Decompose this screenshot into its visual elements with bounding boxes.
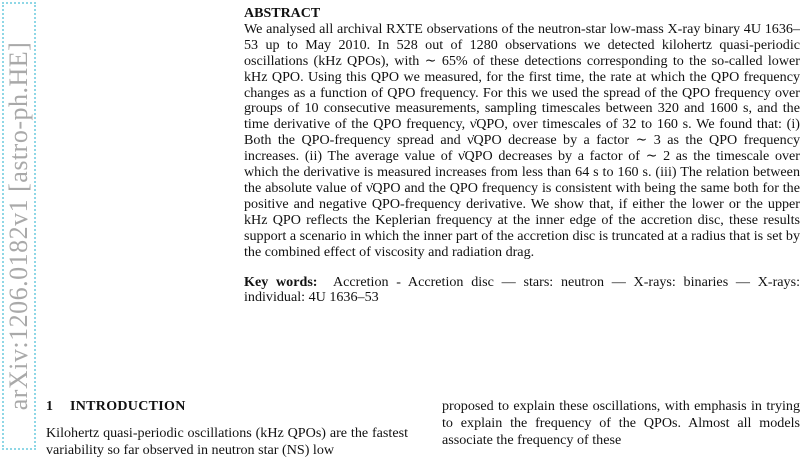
keywords-label: Key words: [244,273,318,290]
keywords [244,275,800,307]
abstract-heading: ABSTRACT [244,6,321,21]
section-number: 1 [46,399,54,414]
section-title: INTRODUCTION [70,399,186,414]
intro-paragraph-left: Kilohertz quasi-periodic oscillations (kHz QPOs) are the fastest variability so far observed in neutron star (NS) low [46,425,408,458]
abstract-body: We analysed all archival RXTE observations of the neutron-star low-mass X-ray binary 4U 1636–53 up to May 2010. In 528 out of 1280 observations we detected kilohertz quasi-periodic oscillations (kHz QPOs), with ∼ 65% of these detections corresponding to the so-called lower kHz QPO. Using this QPO we measured, for the first time, the rate at which the QPO frequency changes as a function of QPO frequency. For this we used the spread of the QPO frequency over groups of 10 consecutive measurements, sampling timescales between 320 and 1600 s, and the time derivative of the QPO frequency, ν̇QPO, over timescales of 32 to 160 s. We found that: (i) Both the QPO-frequency spread and ν̇QPO decrease by a factor ∼ 3 as the QPO frequency increases. (ii) The average value of ν̇QPO decreases by a factor of ∼ 2 as the timescale over which the derivative is measured increases from less than 64 s to 160 s. (iii) The relation between the absolute value of ν̇QPO and the QPO frequency is consistent with being the same both for the positive and negative QPO-frequency derivative. We show that, if either the lower or the upper kHz QPO reflects the Keplerian frequency at the inner edge of the accretion disc, these results support a scenario in which the inner part of the accretion disc is truncated at a radius that is set by the combined effect of viscosity and radiation drag. [244,20,800,260]
intro-paragraph-right: proposed to explain these oscillations, with emphasis in trying to explain the frequency of the QPOs. Almost all models associate the frequency of these [442,398,800,448]
section-heading-introduction [46,398,408,415]
arxiv-stamp [2,2,36,450]
abstract-section [244,6,800,306]
right-column [442,398,800,449]
keywords-text: Accretion - Accretion disc — stars: neutron — X-rays: binaries — X-rays: individual: 4U 1636–53 [244,273,800,306]
arxiv-identifier: arXiv:1206.0182v1 [astro-ph.HE] [4,41,33,411]
